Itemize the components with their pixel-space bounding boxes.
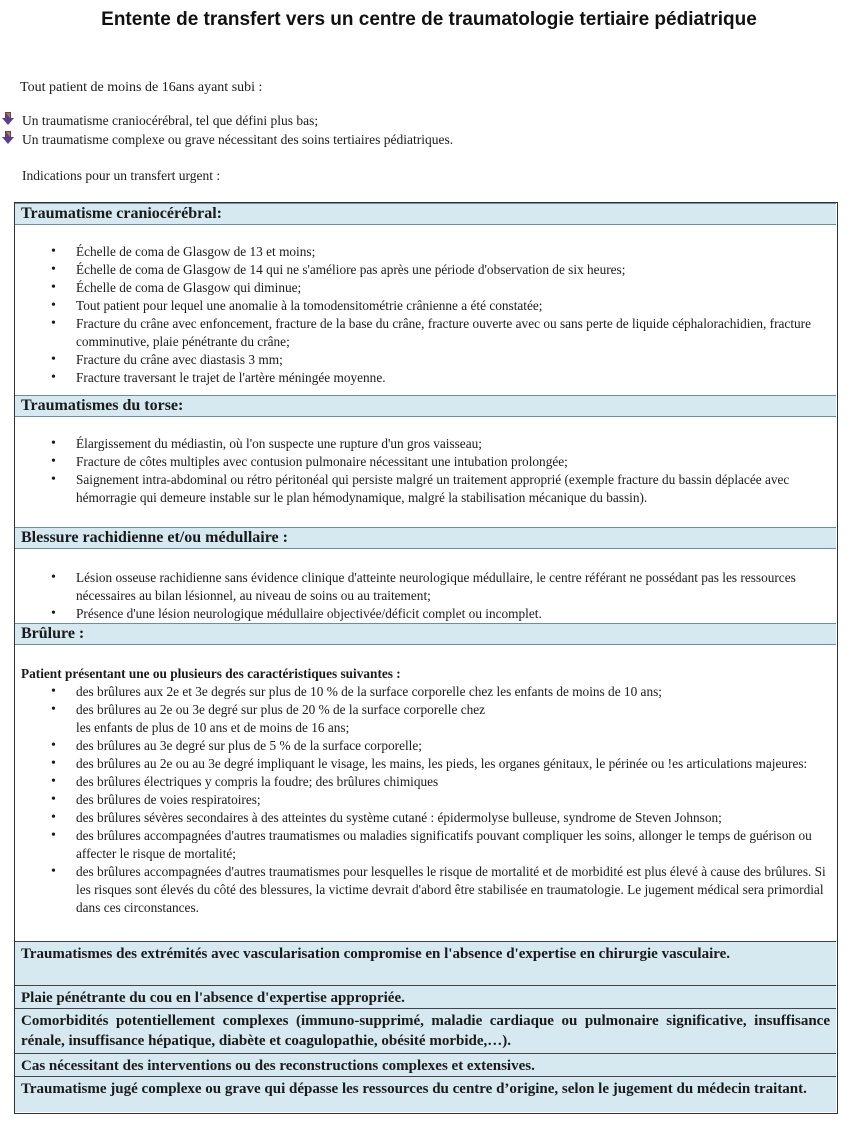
section-body-torse [15,435,836,507]
list-item: • Échelle de coma de Glasgow de 14 qui ne s'améliore pas après une période d'observation de six heures; [15,261,836,279]
list-item: • Présence d'une lésion neurologique médullaire objectivée/déficit complet ou incomplet. [15,605,836,623]
list-item: • des brûlures aux 2e et 3e degrés sur plus de 10 % de la surface corporelle chez les enfants de moins de 10 ans; [15,683,836,701]
intro-text: Tout patient de moins de 16ans ayant subi : [20,80,263,95]
section-body-brulure [15,665,836,917]
row-traumatisme-complexe: Traumatisme jugé complexe ou grave qui dépasse les ressources du centre d’origine, selon le jugement du médecin traitant. [15,1076,836,1112]
list-item: • Fracture traversant le trajet de l'artère méningée moyenne. [15,369,836,387]
document-title: Entente de transfert vers un centre de traumatologie tertiaire pédiatrique [101,9,757,30]
list-item: • des brûlures électriques y compris la foudre; des brûlures chimiques [15,773,836,791]
indications-table [14,202,838,1114]
list-item: • Fracture du crâne avec diastasis 3 mm; [15,351,836,369]
arrow-bullet-icon [1,131,15,145]
indications-label: Indications pour un transfert urgent : [22,168,221,183]
list-item: • Lésion osseuse rachidienne sans évidence clinique d'atteinte neurologique médullaire, le centre référant ne possédant pas les ressources nécessaires au bilan lésionnel, au niveau de soins ou au traitement; [15,569,836,605]
row-extremites: Traumatismes des extrémités avec vascularisation compromise en l'absence d'expertise en chirurgie vasculaire. [15,941,836,985]
row-plaie-cou: Plaie pénétrante du cou en l'absence d'expertise appropriée. [15,985,836,1008]
criteria-item: Un traumatisme complexe ou grave nécessitant des soins tertiaires pédiatriques. [22,132,454,147]
criteria-item: Un traumatisme craniocérébral, tel que défini plus bas; [22,113,319,128]
list-item: • des brûlures au 3e degré sur plus de 5 % de la surface corporelle; [15,737,836,755]
list-item: • Échelle de coma de Glasgow qui diminue; [15,279,836,297]
brulure-subtitle: Patient présentant une ou plusieurs des caractéristiques suivantes : [21,666,401,681]
row-interventions: Cas nécessitant des interventions ou des reconstructions complexes et extensives. [15,1053,836,1076]
list-item: • Élargissement du médiastin, où l'on suspecte une rupture d'un gros vaisseau; [15,435,836,453]
list-item: • Saignement intra-abdominal ou rétro péritonéal qui persiste malgré un traitement approprié (exemple fracture du bassin déplacée avec hémorragie qui demeure instable sur le plan hémodynamique, malgré la stabilisation mécanique du bassin). [15,471,836,507]
list-item: • des brûlures au 2e ou au 3e degré impliquant le visage, les mains, les pieds, les organes génitaux, le périnée ou !es articulations majeures: [15,755,836,773]
list-item-continuation: les enfants de plus de 10 ans et de moins de 16 ans; [76,720,350,735]
arrow-bullet-icon [1,112,15,126]
section-header-rachis: Blessure rachidienne et/ou médullaire : [15,527,836,549]
section-body-rachis [15,569,836,623]
list-item: • Tout patient pour lequel une anomalie à la tomodensitométrie crânienne a été constatée; [15,297,836,315]
list-item: • des brûlures au 2e ou 3e degré sur plus de 20 % de la surface corporelle chez [15,701,836,719]
section-header-brulure: Brûlure : [15,623,836,645]
list-item: • Fracture de côtes multiples avec contusion pulmonaire nécessitant une intubation prolongée; [15,453,836,471]
section-header-torse: Traumatismes du torse: [15,395,836,417]
list-item: • Échelle de coma de Glasgow de 13 et moins; [15,243,836,261]
list-item: • des brûlures de voies respiratoires; [15,791,836,809]
list-item: • des brûlures accompagnées d'autres traumatismes pour lesquelles le risque de mortalité et de morbidité est plus élevé à cause des brûlures. Si les risques sont élevés du côté des blessures, la victime devrait d'abord être stabilisée en traumatologie. Le jugement médical sera primordial dans ces circonstances. [15,863,836,917]
list-item: • des brûlures accompagnées d'autres traumatismes ou maladies significatifs pouvant compliquer les soins, allonger le temps de guérison ou affecter le risque de mortalité; [15,827,836,863]
section-header-cranio: Traumatisme craniocérébral: [15,203,836,225]
row-comorbidites: Comorbidités potentiellement complexes (immuno-supprimé, maladie cardiaque ou pulmonaire significative, insuffisance rénale, insuffisance hépatique, diabète et coagulopathie, obésité morbide,…). [15,1008,836,1053]
list-item: • Fracture du crâne avec enfoncement, fracture de la base du crâne, fracture ouverte avec ou sans perte de liquide céphalorachidien, fracture comminutive, plaie pénétrante du crâne; [15,315,836,351]
section-body-cranio [15,243,836,387]
list-item: • des brûlures sévères secondaires à des atteintes du système cutané : épidermolyse bulleuse, syndrome de Steven Johnson; [15,809,836,827]
